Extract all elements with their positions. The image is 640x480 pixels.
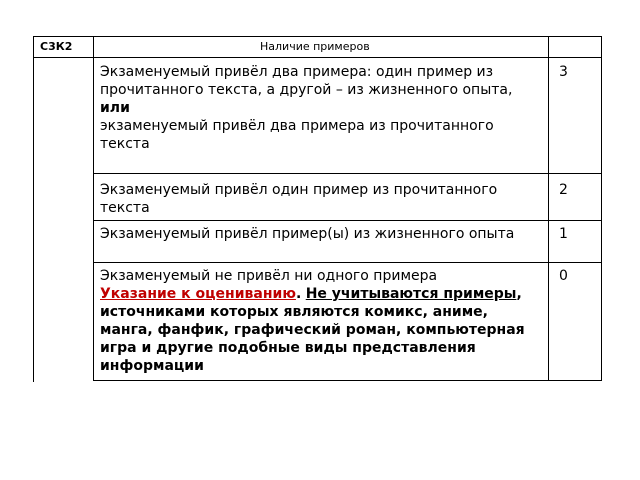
- grid-bottom: [93, 380, 602, 381]
- row-1-score: 1: [559, 226, 568, 242]
- row-2-score: 2: [559, 182, 568, 198]
- grading-note-period: .: [295, 286, 302, 302]
- row-0-text: Экзаменуемый не привёл ни одного примера: [100, 268, 438, 284]
- row-2-description: Экзаменуемый привёл один пример из прочитанного текста: [100, 182, 498, 216]
- grid-col2: [548, 36, 549, 381]
- row-3-line1: Экзаменуемый привёл два примера: один пример из прочитанного текста, а другой – из жизненного опыта,: [100, 64, 513, 98]
- criterion-title: Наличие примеров: [260, 40, 370, 53]
- row-3-line2: экзаменуемый привёл два примера из прочитанного текста: [100, 118, 494, 152]
- grid-left: [33, 36, 34, 382]
- grading-note-emphasis: Не учитываются примеры: [305, 286, 517, 302]
- grid-row1-bottom: [93, 173, 602, 174]
- row-3-score: 3: [559, 64, 568, 80]
- row-0-score: 0: [559, 268, 568, 284]
- row-1-description: Экзаменуемый привёл пример(ы) из жизненного опыта: [100, 226, 515, 242]
- grading-note-label: Указание к оцениванию: [100, 286, 296, 302]
- row-0-description: [100, 267, 540, 375]
- grid-header-bottom: [93, 57, 602, 58]
- grid-col1: [93, 36, 94, 381]
- grid-code-bottom: [33, 57, 93, 58]
- grid-top: [33, 36, 602, 37]
- grid-row3-bottom: [93, 262, 602, 263]
- grading-note-rest: , источниками которых являются комикс, аниме, манга, фанфик, графический роман, компьютерная игра и другие подобные виды представления информации: [100, 286, 525, 374]
- row-3-description: [100, 63, 540, 153]
- grid-right: [601, 36, 602, 381]
- criterion-code: С3К2: [40, 40, 73, 53]
- grid-row2-bottom: [93, 220, 602, 221]
- row-3-or: или: [100, 100, 130, 116]
